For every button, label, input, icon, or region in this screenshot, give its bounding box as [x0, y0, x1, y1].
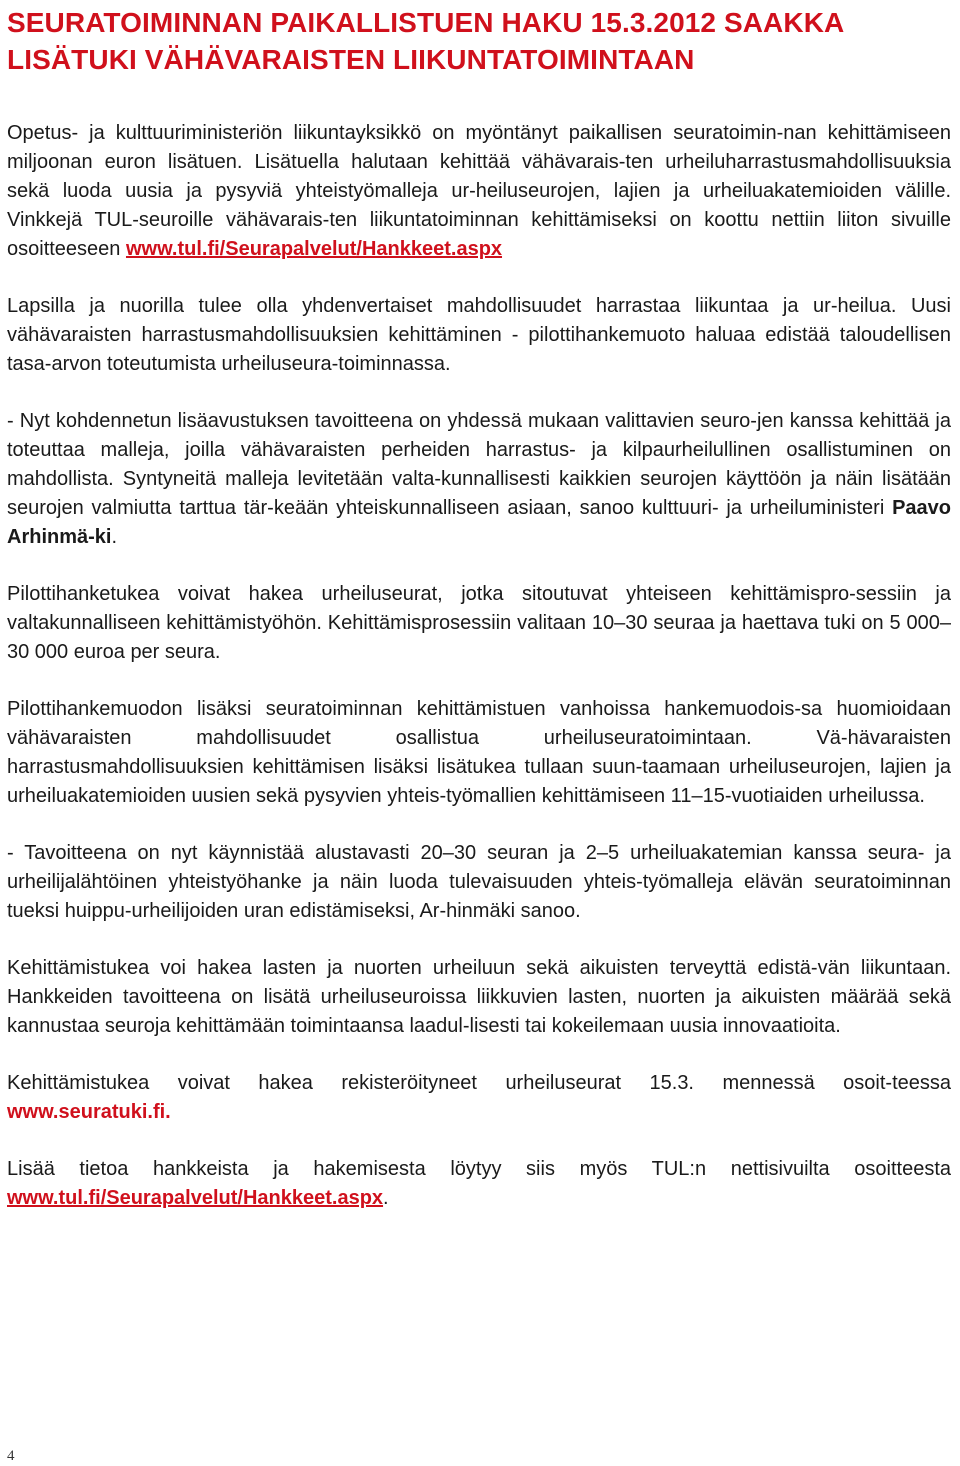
tul-hankkeet-link[interactable]: www.tul.fi/Seurapalvelut/Hankkeet.aspx	[125, 238, 503, 260]
paragraph-minister-quote-text: - Nyt kohdennetun lisäavustuksen tavoitteena on yhdessä mukaan valittavien seuro-jen kanssa kehittää ja toteuttaa malleja, joilla vähävaraisten perheiden harrastus- ja kilpaurheilullinen osallistuminen on mahdollista. Syntyneitä malleja levitetään valta-kunnallisesti kaikkien seurojen käyttöön ja näin lisätään seurojen valmiutta tarttua tär-keään yhteiskunnalliseen asiaan, sanoo kulttuuri- ja urheiluministeri	[7, 410, 951, 519]
paragraph-minister-quote-end: .	[111, 526, 118, 548]
paragraph-minister-quote	[7, 407, 951, 552]
paragraph-more-info	[7, 1155, 951, 1213]
paragraph-intro	[7, 119, 951, 264]
title-line-1: SEURATOIMINNAN PAIKALLISTUEN HAKU 15.3.2012 SAAKKA	[7, 7, 845, 38]
paragraph-more-info-end: .	[383, 1187, 389, 1209]
paragraph-equality: Lapsilla ja nuorilla tulee olla yhdenvertaiset mahdollisuudet harrastaa liikuntaa ja ur-heilua. Uusi vähävaraisten harrastusmahdollisuuksien kehittäminen - pilottihankemuoto haluaa edistää taloudellisen tasa-arvon toteutumista urheiluseura-toiminnassa.	[7, 295, 951, 375]
paragraph-development-support: Kehittämistukea voi hakea lasten ja nuorten urheiluun sekä aikuisten terveyttä edistä-vän liikuntaan. Hankkeiden tavoitteena on lisätä urheiluseuroissa liikkuvien lasten, nuorten ja aikuisten määrää sekä kannustaa seuroja kehittämään toimintaansa laadul-lisesti tai kokeilemaan uusia innovaatioita.	[7, 957, 951, 1037]
page-title	[7, 4, 951, 78]
paragraph-goal-quote: - Tavoitteena on nyt käynnistää alustavasti 20–30 seuran ja 2–5 urheiluakatemian kanssa seura- ja urheilijalähtöinen yhteistyöhanke ja näin luoda tulevaisuuden yhteis-työmalleja elävän seuratoiminnan tueksi huippu-urheilijoiden uran edistämiseksi, Ar-hinmäki sanoo.	[7, 842, 951, 922]
paragraph-intro-text: Opetus- ja kulttuuriministeriön liikuntayksikkö on myöntänyt paikallisen seuratoimin-nan kehittämiseen miljoonan euron lisätuen. Lisätuella halutaan kehittää vähävarais-ten urheiluharrastusmahdollisuuksia sekä luoda uusia ja pysyviä yhteistyömalleja ur-heiluseurojen, lajien ja urheiluakatemioiden välille. Vinkkejä TUL-seuroille vähävarais-ten liikuntatoiminnan kehittämiseksi on koottu nettiin liiton sivuille osoitteeseen	[7, 122, 951, 260]
paragraph-pilot-support: Pilottihanketukea voivat hakea urheiluseurat, jotka sitoutuvat yhteiseen kehittämispro-sessiin ja valtakunnalliseen kehittämistyöhön. Kehittämisprosessiin valitaan 10–30 seuraa ja haettava tuki on 5 000–30 000 euroa per seura.	[7, 583, 951, 663]
paragraph-more-info-text: Lisää tietoa hankkeista ja hakemisesta löytyy siis myös TUL:n nettisivuilta osoitteesta	[7, 1158, 951, 1180]
paragraph-application-deadline-text: Kehittämistukea voivat hakea rekisteröityneet urheiluseurat 15.3. mennessä osoit-teessa	[7, 1072, 951, 1094]
minister-name: Paavo Arhinmä-ki	[7, 497, 951, 548]
title-line-2: LISÄTUKI VÄHÄVARAISTEN LIIKUNTATOIMINTAAN	[7, 44, 695, 75]
tul-hankkeet-link-footer[interactable]: www.tul.fi/Seurapalvelut/Hankkeet.aspx	[7, 1187, 384, 1209]
paragraph-old-project-forms: Pilottihankemuodon lisäksi seuratoiminnan kehittämistuen vanhoissa hankemuodois-sa huomioidaan vähävaraisten mahdollisuudet osallistua urheiluseuratoimintaan. Vä-hävaraisten harrastusmahdollisuuksien kehittämisen lisäksi lisätukea tullaan suun-taamaan urheiluseurojen, lajien ja urheiluakatemioiden uusien sekä pysyvien yhteis-työmallien kehittämiseen 11–15-vuotiaiden urheilussa.	[7, 698, 951, 807]
document-page	[7, 4, 951, 1241]
page-number: 4	[7, 1448, 15, 1464]
seuratuki-link[interactable]: www.seuratuki.fi.	[7, 1101, 171, 1123]
paragraph-application-deadline	[7, 1069, 951, 1127]
